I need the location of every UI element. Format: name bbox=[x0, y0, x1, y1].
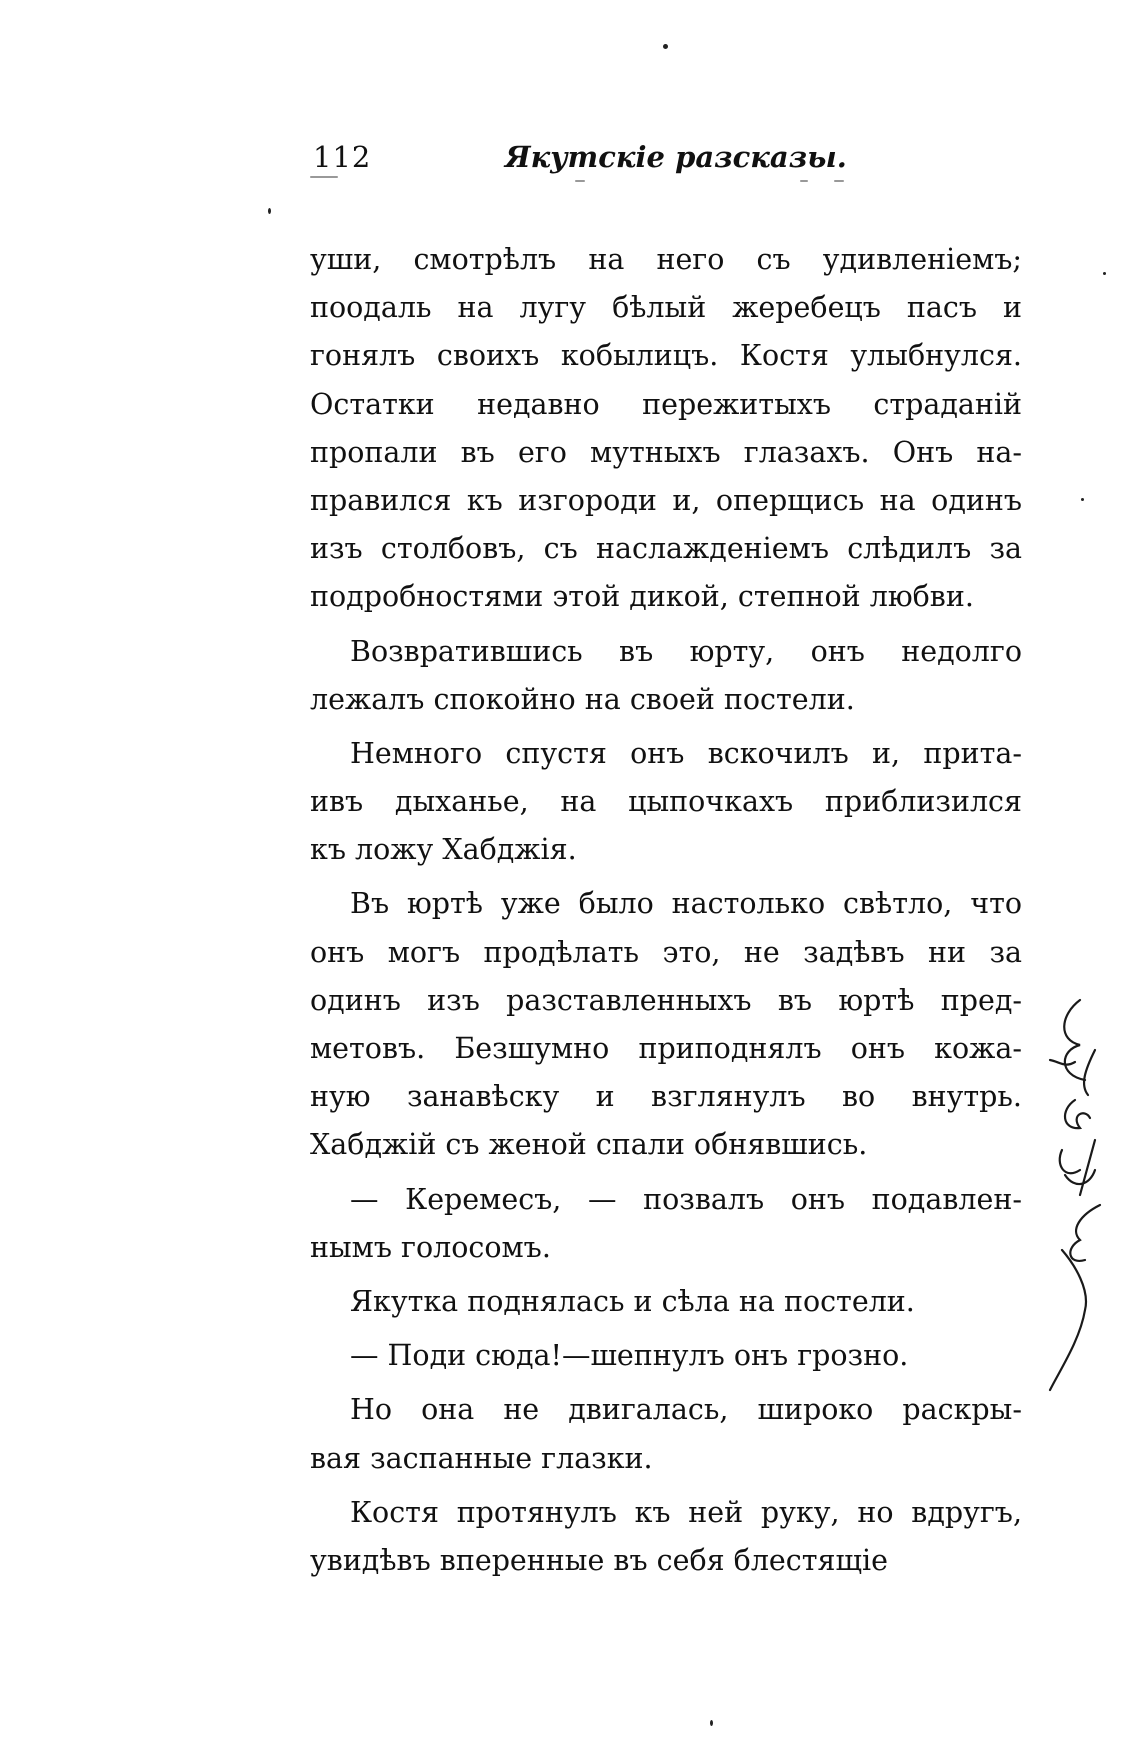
text-line: онъ могъ продѣлать это, не задѣвъ ни за bbox=[310, 935, 1022, 969]
text-line: правился къ изгороди и, оперщись на одинъ bbox=[310, 483, 1022, 517]
text-line: лежалъ спокойно на своей постели. bbox=[310, 682, 855, 716]
text-line: къ ложу Хабджія. bbox=[310, 833, 577, 867]
text-line: Остатки недавно пережитыхъ страданій bbox=[310, 387, 1022, 421]
handwritten-margin-note bbox=[1040, 990, 1130, 1410]
text-line: — Керемесъ, — позвалъ онъ подавлен- bbox=[350, 1182, 1022, 1216]
text-line: нымъ голосомъ. bbox=[310, 1230, 551, 1264]
running-title: Якутскіе разсказы. bbox=[505, 140, 847, 174]
print-speck bbox=[575, 180, 585, 182]
text-line: изъ столбовъ, съ наслажденіемъ слѣдилъ за bbox=[310, 532, 1022, 566]
text-line: Хабджій съ женой спали обнявшись. bbox=[310, 1128, 868, 1162]
print-speck bbox=[310, 176, 338, 178]
text-line: ивъ дыханье, на цыпочкахъ приблизился bbox=[310, 785, 1022, 819]
text-line: гонялъ своихъ кобылицъ. Костя улыбнулся. bbox=[310, 339, 1022, 373]
print-speck bbox=[1081, 498, 1084, 501]
text-line: Возвратившись въ юрту, онъ недолго bbox=[350, 634, 1022, 668]
text-line: одинъ изъ разставленныхъ въ юртѣ пред- bbox=[310, 983, 1022, 1017]
text-line: Якутка поднялась и сѣла на постели. bbox=[350, 1284, 915, 1318]
print-speck bbox=[710, 1720, 713, 1726]
page-number: 112 bbox=[313, 140, 372, 174]
text-line: метовъ. Безшумно приподнялъ онъ кожа- bbox=[310, 1032, 1022, 1065]
text-line: увидѣвъ вперенные въ себя блестящіе bbox=[310, 1543, 888, 1577]
text-line: пропали въ его мутныхъ глазахъ. Онъ на- bbox=[310, 435, 1022, 469]
print-speck bbox=[1103, 272, 1106, 275]
text-line: ную занавѣску и взглянулъ во внутрь. bbox=[310, 1080, 1022, 1114]
text-line: вая заспанные глазки. bbox=[310, 1441, 653, 1475]
text-line: Въ юртѣ уже было настолько свѣтло, что bbox=[350, 887, 1022, 921]
text-line: поодаль на лугу бѣлый жеребецъ пасъ и bbox=[310, 291, 1022, 325]
page-header bbox=[313, 140, 933, 190]
text-line: — Поди сюда!—шепнулъ онъ грозно. bbox=[350, 1339, 909, 1373]
text-line: Немного спустя онъ вскочилъ и, прита- bbox=[350, 736, 1022, 770]
text-line: Костя протянулъ къ ней руку, но вдругъ, bbox=[350, 1495, 1022, 1529]
print-speck bbox=[663, 44, 668, 49]
text-line: уши, смотрѣлъ на него съ удивленіемъ; bbox=[310, 243, 1022, 276]
print-speck bbox=[800, 180, 808, 182]
body-text bbox=[310, 236, 1022, 1585]
text-line: подробностями этой дикой, степной любви. bbox=[310, 580, 974, 614]
print-speck bbox=[834, 180, 844, 182]
print-speck bbox=[268, 208, 271, 214]
text-line: Но она не двигалась, широко раскры- bbox=[350, 1393, 1022, 1427]
